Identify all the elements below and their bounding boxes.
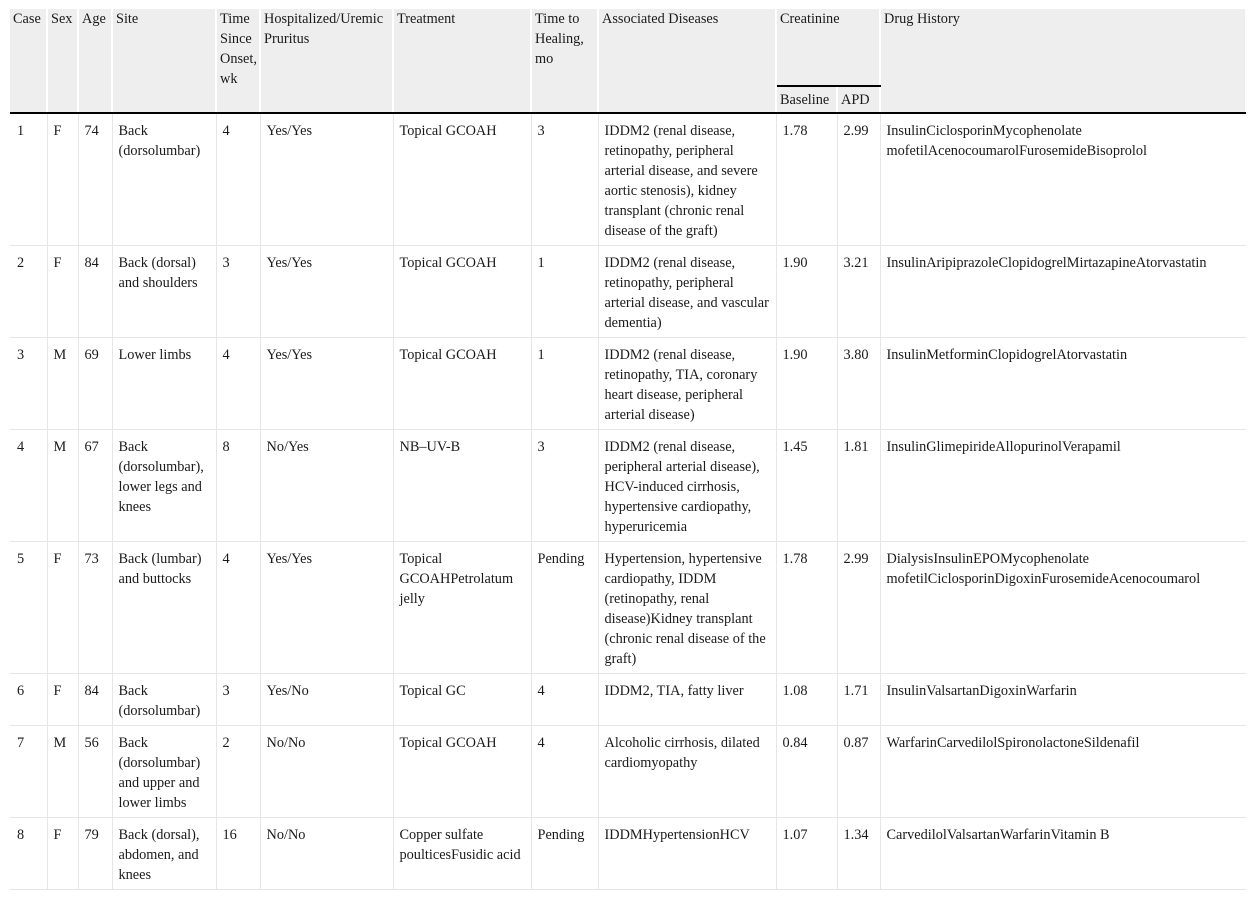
cell-site: Back (dorsal) and shoulders [112,246,216,338]
header-drug-history: Drug History [880,9,1246,113]
cell-drugs: InsulinGlimepirideAllopurinolVerapamil [880,430,1246,542]
cell-age: 74 [78,113,112,246]
cell-hospitalized: No/No [260,726,393,818]
table-header [10,9,1246,113]
cell-diseases: IDDM2 (renal disease, retinopathy, peripheral arterial disease, and vascular dementia) [598,246,776,338]
cell-baseline: 1.90 [776,338,837,430]
cell-hospitalized: Yes/Yes [260,113,393,246]
cell-diseases: IDDM2, TIA, fatty liver [598,674,776,726]
header-case: Case [10,9,47,113]
cell-sex: M [47,726,78,818]
cell-onset: 4 [216,338,260,430]
cell-healing: 3 [531,430,598,542]
cell-sex: F [47,674,78,726]
cell-treatment: Topical GC [393,674,531,726]
cell-baseline: 1.78 [776,542,837,674]
cell-site: Back (dorsolumbar) [112,674,216,726]
header-associated-diseases: Associated Diseases [598,9,776,113]
cell-apd: 3.21 [837,246,880,338]
cell-case: 1 [10,113,47,246]
header-site: Site [112,9,216,113]
cell-treatment: Topical GCOAH [393,338,531,430]
cell-hospitalized: Yes/Yes [260,542,393,674]
case-table [10,9,1246,890]
cell-age: 56 [78,726,112,818]
header-baseline: Baseline [776,86,837,113]
cell-drugs: CarvedilolValsartanWarfarinVitamin B [880,818,1246,890]
cell-site: Back (dorsolumbar), lower legs and knees [112,430,216,542]
cell-hospitalized: No/No [260,818,393,890]
cell-onset: 3 [216,246,260,338]
cell-age: 67 [78,430,112,542]
cell-healing: 3 [531,113,598,246]
cell-treatment: Topical GCOAHPetrolatum jelly [393,542,531,674]
cell-treatment: Topical GCOAH [393,246,531,338]
cell-diseases: IDDM2 (renal disease, peripheral arterial disease), HCV-induced cirrhosis, hypertensive cardiopathy, hyperuricemia [598,430,776,542]
cell-age: 69 [78,338,112,430]
cell-healing: 4 [531,726,598,818]
cell-apd: 2.99 [837,113,880,246]
cell-onset: 4 [216,542,260,674]
header-hospitalized: Hospitalized/Uremic Pruritus [260,9,393,113]
cell-hospitalized: Yes/Yes [260,246,393,338]
header-time-since-onset: Time Since Onset, wk [216,9,260,113]
cell-hospitalized: Yes/No [260,674,393,726]
cell-treatment: Topical GCOAH [393,113,531,246]
cell-case: 3 [10,338,47,430]
table-row [10,542,1246,674]
cell-healing: 4 [531,674,598,726]
table-row [10,338,1246,430]
cell-site: Back (lumbar) and buttocks [112,542,216,674]
cell-sex: F [47,542,78,674]
cell-site: Back (dorsal), abdomen, and knees [112,818,216,890]
cell-drugs: InsulinCiclosporinMycophenolate mofetilAcenocoumarolFurosemideBisoprolol [880,113,1246,246]
cell-sex: M [47,338,78,430]
cell-treatment: NB–UV-B [393,430,531,542]
cell-sex: M [47,430,78,542]
cell-baseline: 1.08 [776,674,837,726]
cell-onset: 4 [216,113,260,246]
cell-onset: 8 [216,430,260,542]
cell-hospitalized: No/Yes [260,430,393,542]
header-age: Age [78,9,112,113]
cell-apd: 3.80 [837,338,880,430]
cell-sex: F [47,818,78,890]
cell-sex: F [47,113,78,246]
cell-drugs: InsulinValsartanDigoxinWarfarin [880,674,1246,726]
cell-site: Back (dorsolumbar) and upper and lower limbs [112,726,216,818]
cell-onset: 16 [216,818,260,890]
table-row [10,246,1246,338]
cell-onset: 2 [216,726,260,818]
cell-apd: 1.81 [837,430,880,542]
table-body [10,113,1246,890]
cell-sex: F [47,246,78,338]
cell-case: 4 [10,430,47,542]
cell-baseline: 1.45 [776,430,837,542]
cell-diseases: IDDMHypertensionHCV [598,818,776,890]
header-treatment: Treatment [393,9,531,113]
cell-healing: Pending [531,818,598,890]
cell-diseases: IDDM2 (renal disease, retinopathy, peripheral arterial disease, and severe aortic stenosis), kidney transplant (chronic renal disease of the graft) [598,113,776,246]
table-row [10,113,1246,246]
cell-drugs: WarfarinCarvedilolSpironolactoneSildenafil [880,726,1246,818]
cell-baseline: 1.07 [776,818,837,890]
cell-onset: 3 [216,674,260,726]
cell-apd: 2.99 [837,542,880,674]
cell-healing: 1 [531,246,598,338]
cell-drugs: InsulinAripiprazoleClopidogrelMirtazapineAtorvastatin [880,246,1246,338]
table-row [10,674,1246,726]
table-row [10,430,1246,542]
cell-case: 7 [10,726,47,818]
cell-healing: 1 [531,338,598,430]
cell-age: 79 [78,818,112,890]
cell-healing: Pending [531,542,598,674]
cell-apd: 1.71 [837,674,880,726]
table-row [10,726,1246,818]
cell-age: 84 [78,674,112,726]
cell-drugs: DialysisInsulinEPOMycophenolate mofetilCiclosporinDigoxinFurosemideAcenocoumarol [880,542,1246,674]
cell-site: Back (dorsolumbar) [112,113,216,246]
cell-baseline: 1.78 [776,113,837,246]
cell-age: 73 [78,542,112,674]
cell-diseases: Alcoholic cirrhosis, dilated cardiomyopathy [598,726,776,818]
header-apd: APD [837,86,880,113]
cell-case: 5 [10,542,47,674]
table-container [10,9,1246,913]
cell-treatment: Topical GCOAH [393,726,531,818]
cell-site: Lower limbs [112,338,216,430]
cell-baseline: 1.90 [776,246,837,338]
cell-case: 8 [10,818,47,890]
cell-treatment: Copper sulfate poulticesFusidic acid [393,818,531,890]
cell-apd: 1.34 [837,818,880,890]
cell-apd: 0.87 [837,726,880,818]
cell-hospitalized: Yes/Yes [260,338,393,430]
cell-diseases: IDDM2 (renal disease, retinopathy, TIA, coronary heart disease, peripheral arterial disease) [598,338,776,430]
header-creatinine: Creatinine [776,9,880,86]
cell-baseline: 0.84 [776,726,837,818]
table-row [10,818,1246,890]
cell-drugs: InsulinMetforminClopidogrelAtorvastatin [880,338,1246,430]
cell-case: 2 [10,246,47,338]
cell-age: 84 [78,246,112,338]
header-time-to-healing: Time to Healing, mo [531,9,598,113]
cell-case: 6 [10,674,47,726]
cell-diseases: Hypertension, hypertensive cardiopathy, IDDM (retinopathy, renal disease)Kidney transplant (chronic renal disease of the graft) [598,542,776,674]
header-sex: Sex [47,9,78,113]
